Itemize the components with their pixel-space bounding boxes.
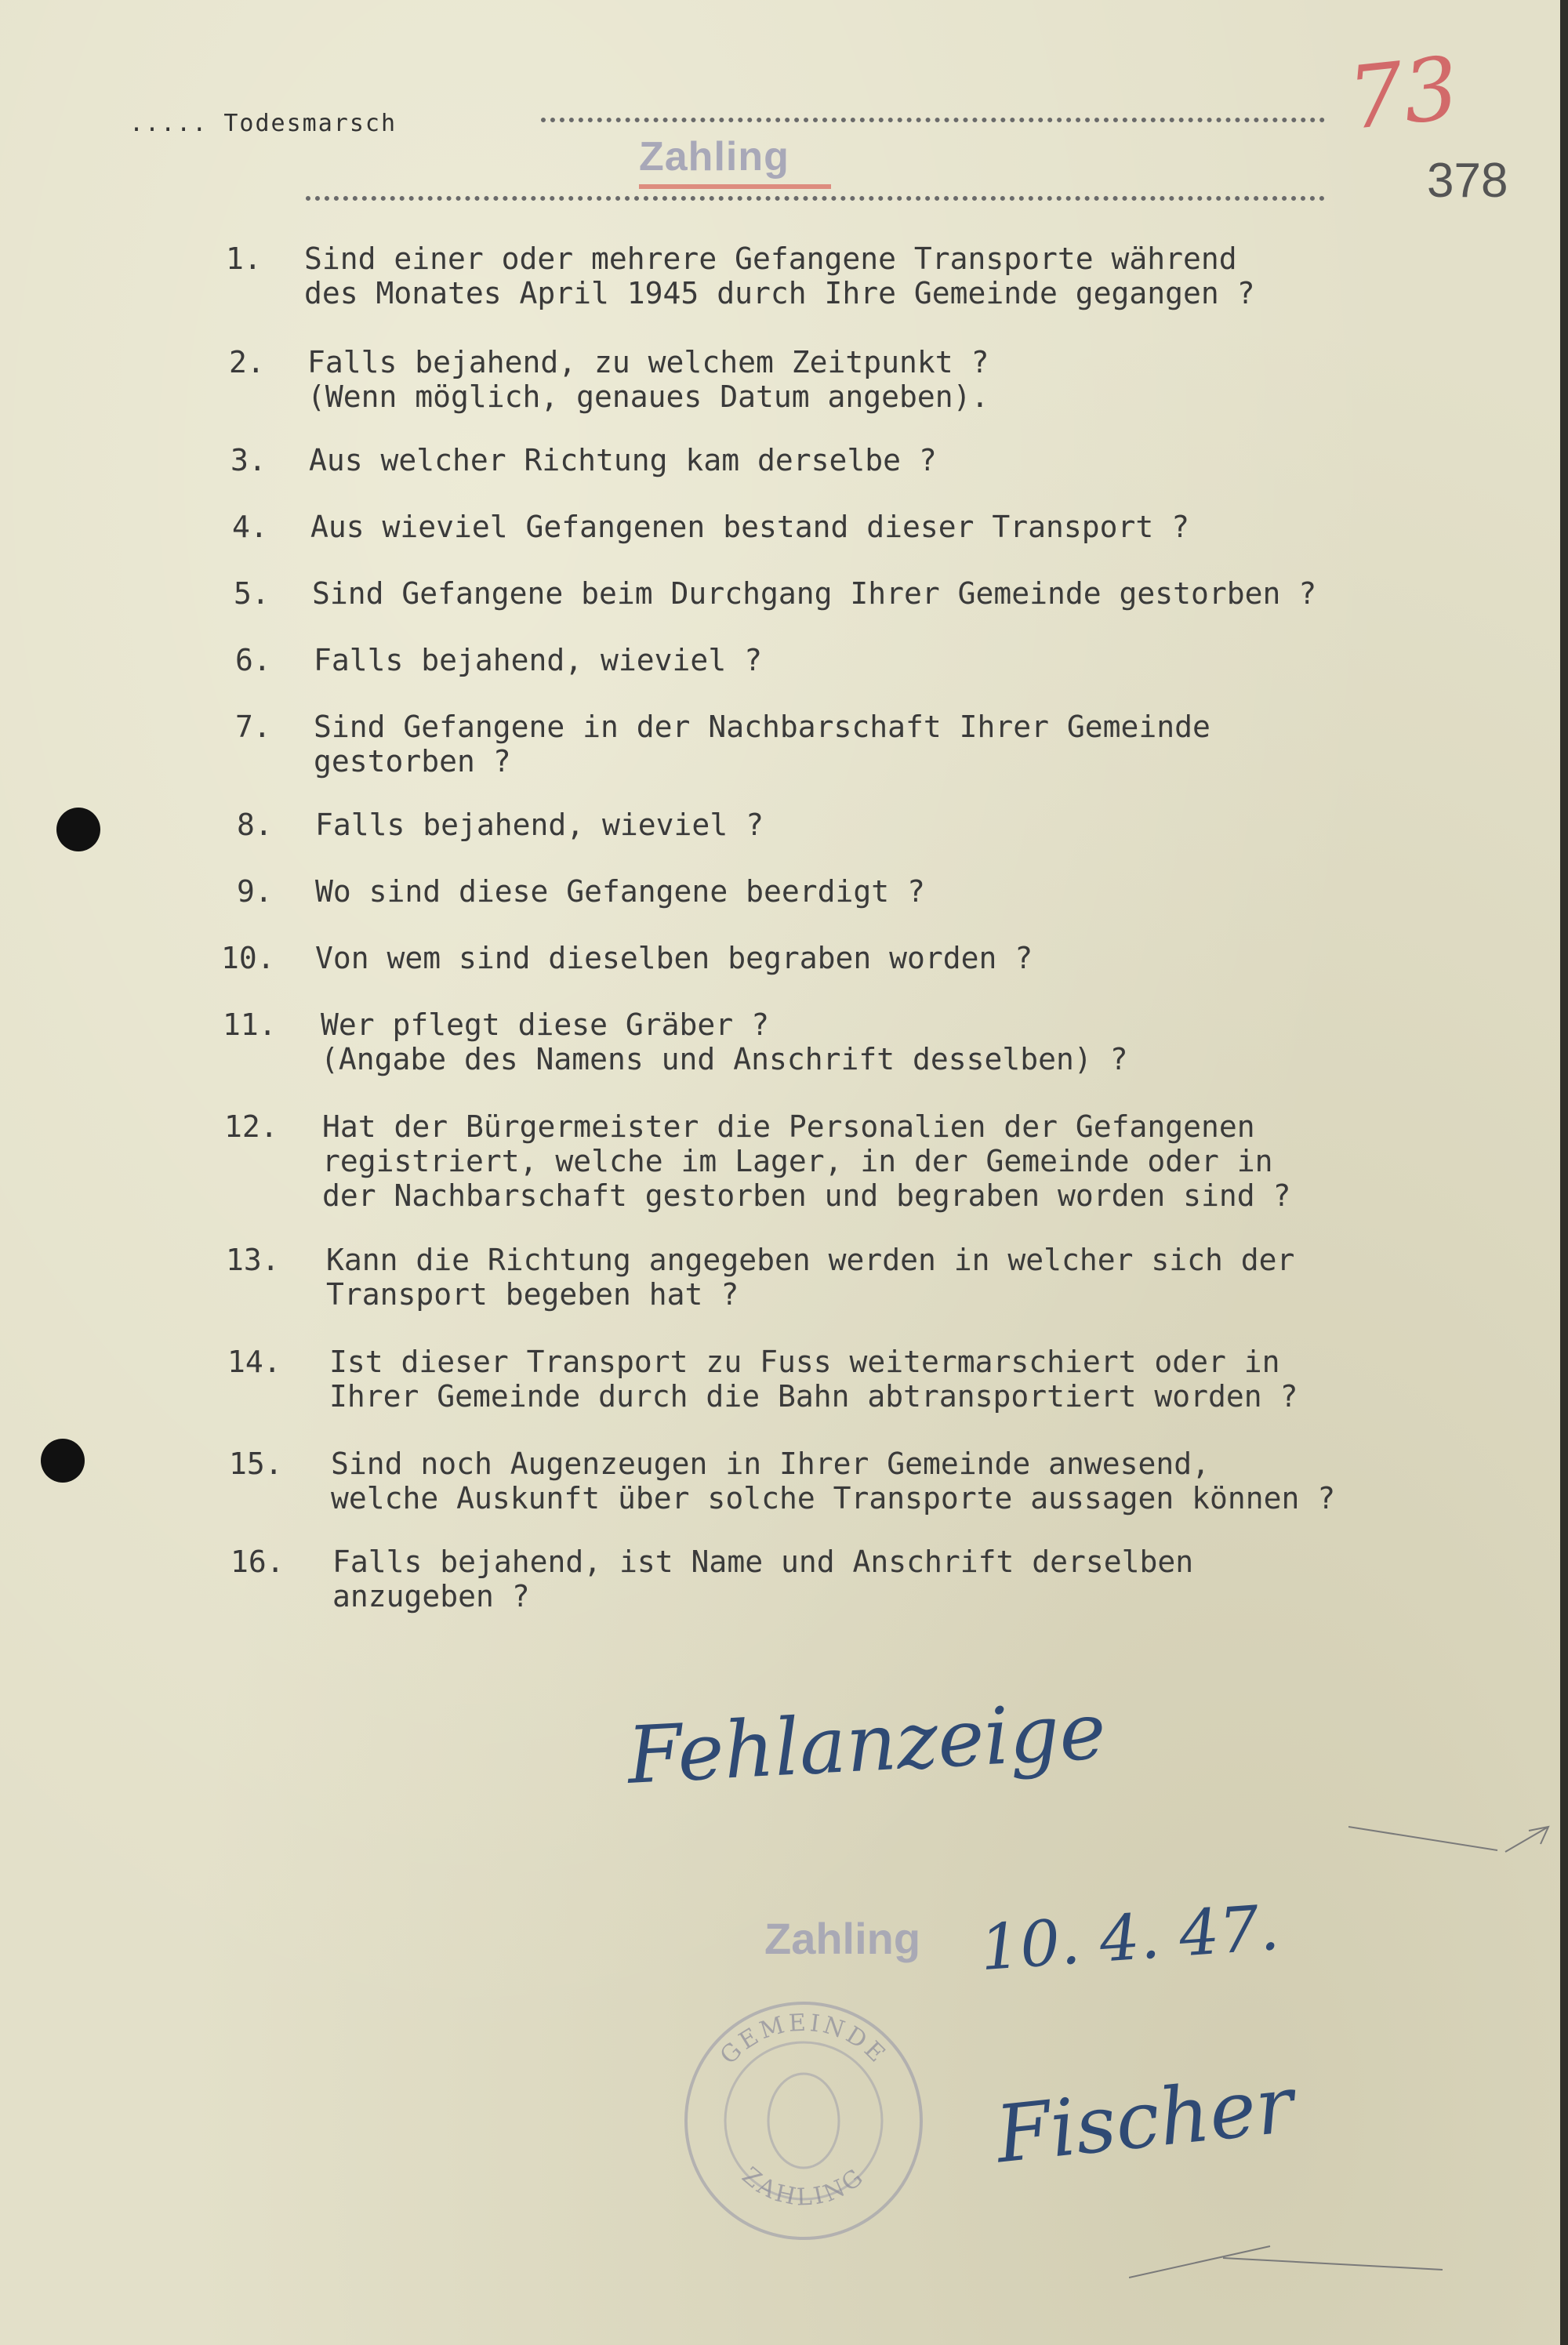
folio-number: 378 <box>1427 154 1508 208</box>
question-text: Wer pflegt diese Gräber ? (Angabe des Namens und Anschrift desselben) ? <box>321 1007 1128 1076</box>
punch-hole <box>41 1439 85 1483</box>
question-number: 9. <box>237 874 273 909</box>
question-text: Wo sind diese Gefangene beerdigt ? <box>315 874 925 909</box>
question-number: 12. <box>224 1109 278 1144</box>
pencil-mark <box>1129 2238 1458 2285</box>
question-number: 13. <box>226 1243 280 1277</box>
svg-text:GEMEINDE <box>715 2009 892 2071</box>
question-text: Kann die Richtung angegeben werden in welcher sich der Transport begeben hat ? <box>326 1243 1295 1312</box>
question-number: 2. <box>229 345 265 379</box>
question-number: 14. <box>227 1345 281 1379</box>
question-number: 8. <box>237 808 273 842</box>
municipal-seal <box>678 1995 929 2246</box>
seal-emblem-icon <box>768 2074 839 2168</box>
question-text: Von wem sind dieselben begraben worden ? <box>315 941 1033 975</box>
svg-text:ZAHLING <box>736 2162 870 2212</box>
question-number: 4. <box>232 510 268 544</box>
page-edge <box>1560 0 1568 2345</box>
question-number: 1. <box>226 241 262 276</box>
question-number: 10. <box>221 941 275 975</box>
place-stamp-footer: Zahling <box>764 1914 921 1963</box>
question-text: Ist dieser Transport zu Fuss weitermarschiert oder in Ihrer Gemeinde durch die Bahn abtransportiert worden ? <box>329 1345 1298 1414</box>
folio-red-number: 73 <box>1343 38 1464 149</box>
punch-hole <box>56 808 100 851</box>
question-text: Sind Gefangene in der Nachbarschaft Ihrer Gemeinde gestorben ? <box>314 710 1210 779</box>
question-text: Falls bejahend, zu welchem Zeitpunkt ? (Wenn möglich, genaues Datum angeben). <box>307 345 989 414</box>
place-stamp-header: Zahling <box>639 134 789 180</box>
dotted-line <box>306 196 1325 201</box>
question-number: 11. <box>223 1007 277 1042</box>
question-text: Aus wieviel Gefangenen bestand dieser Transport ? <box>310 510 1190 544</box>
question-number: 5. <box>234 576 270 611</box>
question-number: 7. <box>235 710 271 744</box>
question-text: Sind einer oder mehrere Gefangene Transporte während des Monates April 1945 durch Ihre Gemeinde gegangen ? <box>304 241 1255 310</box>
question-text: Falls bejahend, wieviel ? <box>314 643 762 677</box>
question-number: 3. <box>230 443 267 477</box>
question-number: 6. <box>235 643 271 677</box>
question-text: Sind noch Augenzeugen in Ihrer Gemeinde anwesend, welche Auskunft über solche Transporte aussagen können ? <box>331 1447 1336 1516</box>
question-text: Falls bejahend, ist Name und Anschrift derselben anzugeben ? <box>332 1545 1194 1614</box>
seal-text-top: GEMEINDE <box>714 2009 893 2071</box>
question-number: 15. <box>229 1447 283 1481</box>
handwritten-answer: Fehlanzeige <box>625 1685 1109 1802</box>
question-number: 16. <box>230 1545 285 1579</box>
dotted-line <box>541 118 1325 122</box>
question-text: Sind Gefangene beim Durchgang Ihrer Gemeinde gestorben ? <box>312 576 1317 611</box>
question-text: Falls bejahend, wieviel ? <box>315 808 764 842</box>
pencil-mark <box>1348 1795 1552 1866</box>
seal-text-bottom: ZAHLING <box>736 2162 871 2212</box>
handwritten-date: 10. 4. 47. <box>978 1890 1282 1985</box>
question-text: Aus welcher Richtung kam derselbe ? <box>309 443 937 477</box>
red-underline <box>639 184 831 189</box>
question-text: Hat der Bürgermeister die Personalien der Gefangenen registriert, welche im Lager, in der Gemeinde oder in der Nachbarschaft gestorben und begraben worden sind ? <box>322 1109 1291 1213</box>
header-left-text: ..... Todesmarsch <box>129 110 397 137</box>
mayor-signature: Fischer <box>991 2058 1298 2181</box>
